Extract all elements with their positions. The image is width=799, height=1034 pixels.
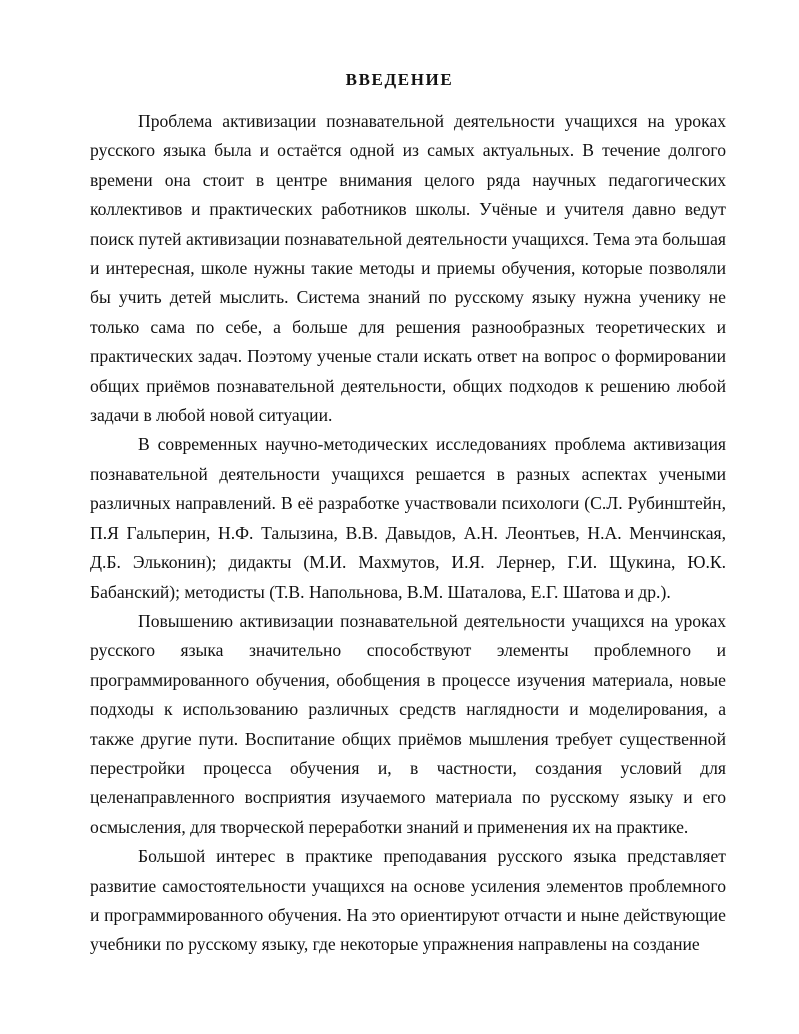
- paragraph-2: В современных научно-методических исследованиях проблема активизация познавательной деятельности учащихся решается в разных аспектах учеными различных направлений. В её разработке участвовали психологи (С.Л. Рубинштейн, П.Я Гальперин, Н.Ф. Талызина, В.В. Давыдов, А.Н. Леонтьев, Н.А. Менчинская, Д.Б. Эльконин); дидакты (М.И. Махмутов, И.Я. Лернер, Г.И. Щукина, Ю.К. Бабанский); методисты (Т.В. Напольнова, В.М. Шаталова, Е.Г. Шатова и др.).: [90, 434, 726, 602]
- paragraph-3: Повышению активизации познавательной деятельности учащихся на уроках русского языка значительно способствуют элементы проблемного и программированного обучения, обобщения в процессе изучения материала, новые подходы к использованию различных средств наглядности и моделирования, а также другие пути. Воспитание общих приёмов мышления требует существенной перестройки процесса обучения и, в частности, создания условий для целенаправленного восприятия изучаемого материала по русскому языку и его осмысления, для творческой переработки знаний и применения их на практике.: [90, 610, 726, 837]
- paragraph-4: Большой интерес в практике преподавания русского языка представляет развитие самостоятельности учащихся на основе усиления элементов проблемного и программированного обучения. На это ориентируют отчасти и ныне действующие учебники по русскому языку, где некоторые упражнения направлены на создание: [90, 846, 726, 955]
- body-text: [90, 107, 726, 960]
- page-title: ВВЕДЕНИЕ: [345, 70, 454, 89]
- paragraph-1: Проблема активизации познавательной деятельности учащихся на уроках русского языка была и остаётся одной из самых актуальных. В течение долгого времени она стоит в центре внимания целого ряда научных педагогических коллективов и практических работников школы. Учёные и учителя давно ведут поиск путей активизации познавательной деятельности учащихся. Тема эта большая и интересная, школе нужны такие методы и приемы обучения, которые позволяли бы учить детей мыслить. Система знаний по русскому языку нужна ученику не только сама по себе, а больше для решения разнообразных теоретических и практических задач. Поэтому ученые стали искать ответ на вопрос о формировании общих приёмов познавательной деятельности, общих подходов к решению любой задачи в любой новой ситуации.: [90, 111, 726, 426]
